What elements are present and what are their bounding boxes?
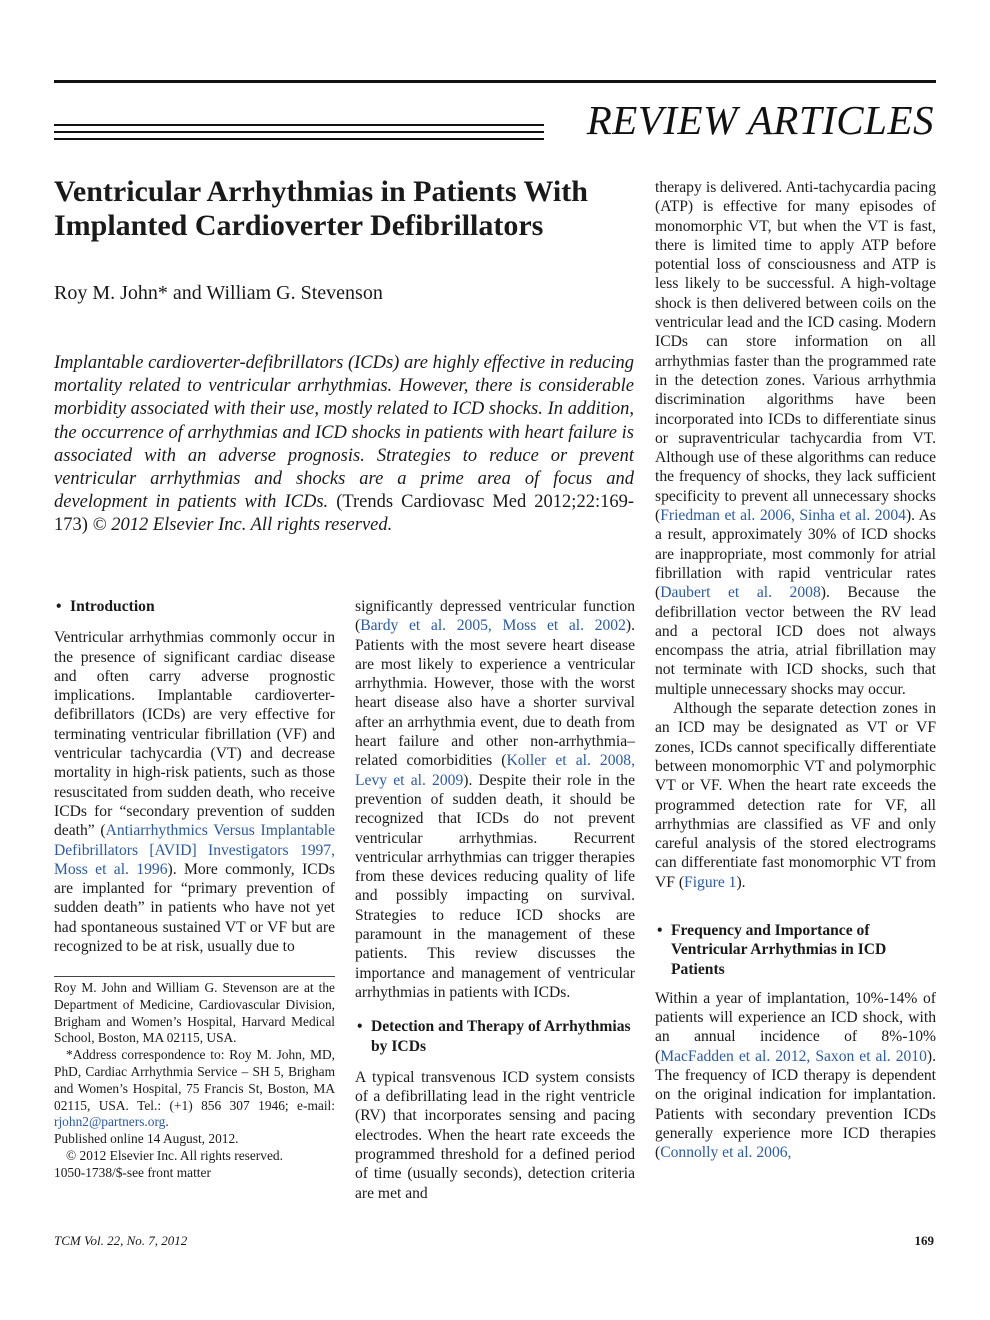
correspondence-text: *Address correspondence to: Roy M. John, MD, PhD, Cardiac Arrhythmia Service – SH 5, Brigham and Women’s Hospital, 75 Francis St, Boston, MA 02115, USA. Tel.: (+1) 856 307 1946; e-mail: rjohn2@partners.org.: [54, 1047, 335, 1130]
paragraph: Although the separate detection zones in an ICD may be designated as VT or VF zones, ICDs cannot specifically differentiate between monomorphic VT and polymorphic VT or VF. When the heart rate exceeds the programmed detection rate for VF, all arrhythmias are classified as VF and only careful analysis of the stored electrograms can differentiate fast monomorphic VT from VF (Figure 1).: [655, 700, 936, 891]
article-authors: Roy M. John* and William G. Stevenson: [54, 282, 383, 304]
citation-link[interactable]: MacFadden et al. 2012, Saxon et al. 2010: [660, 1047, 927, 1065]
citation-link[interactable]: Connolly et al. 2006,: [660, 1144, 792, 1162]
article-title: Ventricular Arrhythmias in Patients With Implanted Cardioverter Defibrillators: [54, 175, 588, 242]
abstract-citation: (Trends Cardiovasc Med 2012;22:169-173): [54, 492, 634, 536]
paragraph: significantly depressed ventricular function (Bardy et al. 2005, Moss et al. 2002). Patients with the most severe heart disease are most likely to experience a ventricular arrhythmia. However, those with the worst heart disease also have a shorter survival after an arrhythmia event, due to death from heart failure and other non-arrhythmia–related comorbidities (Koller et al. 2008, Levy et al. 2009). Despite their role in the prevention of sudden death, it should be recognized that ICDs do not prevent ventricular arrhythmias. Recurrent ventricular arrhythmias can trigger therapies from these devices reducing quality of life and possibly impacting on survival. Strategies to reduce ICD shocks are paramount in the management of these patients. This review discusses the importance and management of ventricular arrhythmias in patients with ICDs.: [355, 598, 635, 1001]
section-heading-introduction: • Introduction: [56, 598, 155, 615]
paragraph: therapy is delivered. Anti-tachycardia pacing (ATP) is effective for many episodes of monomorphic VT, but when the VT is fast, there is limited time to apply ATP before potential loss of consciousness and ATP is less likely to be successful. A high-voltage shock is then delivered between coils on the ventricular lead and the ICD casing. Modern ICDs can store information on all arrhythmias faster than the programmed rate in the detection zones. Various arrhythmia discrimination algorithms have been incorporated into ICDs to differentiate sinus or supraventricular tachycardia from VT. Although use of these algorithms can reduce the frequency of shocks, they lack sufficient specificity to prevent all unnecessary shocks (Friedman et al. 2006, Sinha et al. 2004). As a result, approximately 30% of ICD shocks are inappropriate, most commonly for atrial fibrillation with rapid ventricular rates (Daubert et al. 2008). Because the defibrillation vector between the RV lead and a pectoral ICD does not always encompass the atria, atrial fibrillation may not terminate with ICD shocks, such that multiple unnecessary shocks may occur.: [655, 179, 936, 698]
bullet-icon: •: [657, 921, 663, 939]
abstract: [54, 352, 634, 538]
bullet-icon: •: [56, 598, 62, 615]
section-heading-frequency: • Frequency and Importance of Ventricular Arrhythmias in ICD Patients: [657, 921, 887, 978]
abstract-copyright: © 2012 Elsevier Inc. All rights reserved.: [92, 515, 393, 536]
bullet-icon: •: [357, 1018, 363, 1036]
citation-link[interactable]: Friedman et al. 2006, Sinha et al. 2004: [660, 507, 906, 525]
header-rule-left-1: [54, 124, 544, 126]
author-affiliation: [54, 980, 335, 1182]
footnote-rule: [54, 976, 335, 977]
column-3: [655, 178, 936, 1163]
copyright-note: © 2012 Elsevier Inc. All rights reserved.: [66, 1147, 283, 1163]
header-rule-top: [54, 80, 936, 83]
abstract-text: Implantable cardioverter-defibrillators (ICDs) are highly effective in reducing mortality related to ventricular arrhythmias. However, there is considerable morbidity associated with their use, mostly related to ICD shocks. In addition, the occurrence of arrhythmias and ICD shocks in patients with heart failure is associated with an adverse prognosis. Strategies to reduce or prevent ventricular arrhythmias and shocks are a prime area of focus and development in patients with ICDs.: [54, 353, 634, 513]
issn-note: 1050-1738/$-see front matter: [54, 1164, 211, 1180]
paragraph: A typical transvenous ICD system consists of a defibrillating lead in the right ventricle (RV) that incorporates sensing and pacing electrodes. When the heart rate exceeds the programmed threshold for a defined period of time (usually seconds), detection criteria are met and: [355, 1068, 635, 1202]
section-label: REVIEW ARTICLES: [586, 97, 934, 143]
journal-citation: TCM Vol. 22, No. 7, 2012: [54, 1233, 188, 1248]
email-link[interactable]: rjohn2@partners.org: [54, 1114, 166, 1130]
header-rule-left-2: [54, 131, 544, 133]
paragraph: Ventricular arrhythmias commonly occur in the presence of significant cardiac disease and often carry adverse prognostic implications. Implantable cardioverter-defibrillators (ICDs) are very effective for terminating ventricular fibrillation (VF) and ventricular tachycardia (VT) and decrease mortality in high-risk patients, such as those resuscitated from sudden death, who receive ICDs for “secondary prevention of sudden death” (Antiarrhythmics Versus Implantable Defibrillators [AVID] Investigators 1997, Moss et al. 1996). More commonly, ICDs are implanted for “primary prevention of sudden death” in patients who have not yet had spontaneous sustained VT or VF but are recognized to be at risk, usually due to: [54, 629, 336, 956]
column-2: [355, 597, 635, 1203]
header-rule-left-3: [54, 138, 544, 140]
citation-link[interactable]: Antiarrhythmics Versus Implantable Defibrillators [AVID] Investigators 1997, Moss et al. 1996: [54, 822, 335, 878]
section-heading-detection: • Detection and Therapy of Arrhythmias by ICDs: [357, 1018, 631, 1055]
figure-link[interactable]: Figure 1: [684, 873, 737, 891]
page-number: 169: [914, 1233, 934, 1248]
citation-link[interactable]: Koller et al. 2008, Levy et al. 2009: [355, 752, 635, 789]
citation-link[interactable]: Daubert et al. 2008: [660, 584, 821, 602]
published-date: Published online 14 August, 2012.: [54, 1131, 239, 1147]
citation-link[interactable]: Bardy et al. 2005, Moss et al. 2002: [360, 617, 626, 635]
paragraph: Within a year of implantation, 10%-14% of patients will experience an ICD shock, with an annual incidence of 8%-10% (MacFadden et al. 2012, Saxon et al. 2010). The frequency of ICD therapy is dependent on the original indication for implantation. Patients with secondary prevention ICDs generally experience more ICD therapies (Connolly et al. 2006,: [655, 989, 936, 1162]
column-1: [54, 597, 335, 956]
affiliation-text: Roy M. John and William G. Stevenson are at the Department of Medicine, Cardiovascular Division, Brigham and Women’s Hospital, Harvard Medical School, Boston, MA 02115, USA.: [54, 980, 335, 1046]
